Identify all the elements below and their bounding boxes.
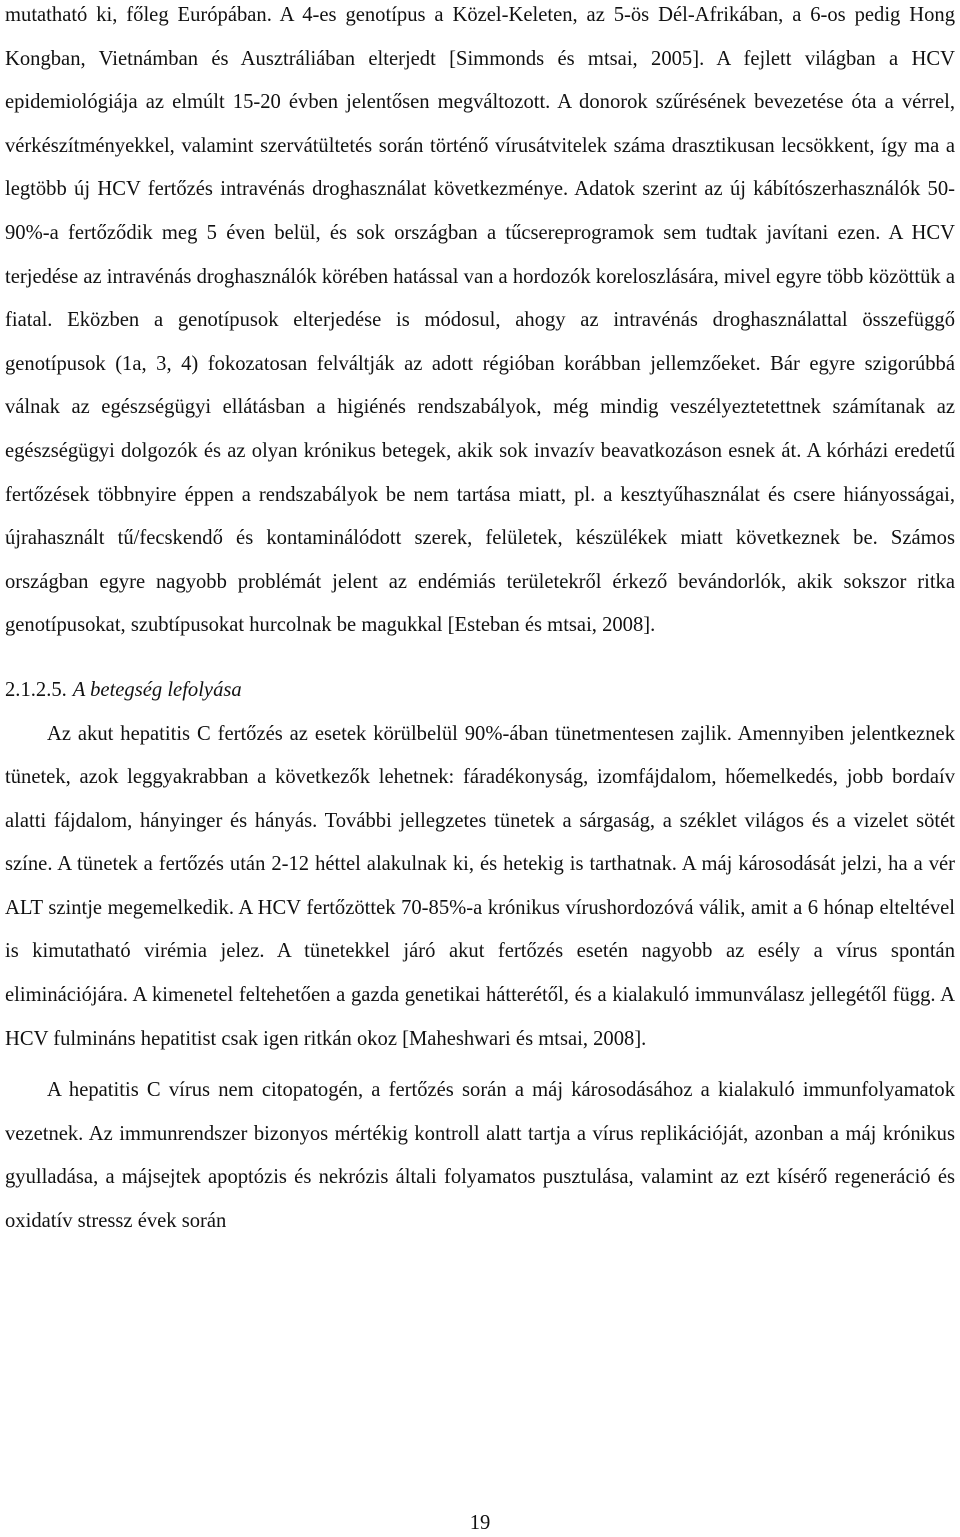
section-heading [5,669,955,713]
body-paragraph-disease-course: Az akut hepatitis C fertőzés az esetek körülbelül 90%-ában tünetmentesen zajlik. Amennyiben jelentkeznek tünetek, azok leggyakrabban a következők lehetnek: fáradékonyság, izomfájdalom, hőemelkedés, jobb bordaív alatti fájdalom, hányinger és hányás. További jellegzetes tünetek a sárgaság, a széklet világos és a vizelet sötét színe. A tünetek a fertőzés után 2-12 héttel alakulnak ki, és hetekig is tarthatnak. A máj károsodását jelzi, ha a vér ALT szintje megemelkedik. A HCV fertőzöttek 70-85%-a krónikus vírushordozóvá válik, amit a 6 hónap elteltével is kimutatható virémia jelez. A tünetekkel járó akut fertőzés esetén nagyobb az esély a vírus spontán eliminációjára. A kimenetel feltehetően a gazda genetikai hátterétől, és a kialakuló immunválasz jellegétől függ. A HCV fulmináns hepatitist csak igen ritkán okoz [Maheshwari és mtsai, 2008]. [5,722,955,1050]
section-title: A betegség lefolyása [72,678,242,701]
document-page [5,0,955,1244]
section-number: 2.1.2.5. [5,678,67,701]
page-number: 19 [469,1512,491,1534]
body-paragraph-pathogenesis: A hepatitis C vírus nem citopatogén, a fertőzés során a máj károsodásához a kialakuló immunfolyamatok vezetnek. Az immunrendszer bizonyos mértékig kontroll alatt tartja a vírus replikációját, azonban a máj krónikus gyulladása, a májsejtek apoptózis és nekrózis általi folyamatos pusztulása, valamint az ezt kísérő regeneráció és oxidatív stressz évek során [5,1079,955,1233]
body-paragraph-epidemiology: mutatható ki, főleg Európában. A 4-es genotípus a Közel-Keleten, az 5-ös Dél-Afrikában, a 6-os pedig Hong Kongban, Vietnámban és Ausztráliában elterjedt [Simmonds és mtsai, 2005]. A fejlett világban a HCV epidemiológiája az elmúlt 15-20 évben jelentősen megváltozott. A donorok szűrésének bevezetése óta a vérrel, vérkészítményekkel, valamint szervátültetés során történő vírusátvitelek száma drasztikusan lecsökkent, így ma a legtöbb új HCV fertőzés intravénás droghasználat következménye. Adatok szerint az új kábítószerhasználók 50-90%-a fertőződik meg 5 éven belül, és sok országban a tűcsereprogramok sem tudtak javítani ezen. A HCV terjedése az intravénás droghasználók körében hatással van a hordozók koreloszlására, mivel egyre több közöttük a fiatal. Eközben a genotípusok elterjedése is módosul, ahogy az intravénás droghasználattal összefüggő genotípusok (1a, 3, 4) fokozatosan felváltják az adott régióban korábban jellemzőeket. Bár egyre szigorúbbá válnak az egészségügyi ellátásban a higiénés rendszabályok, még mindig veszélyeztetettnek számítanak az egészségügyi dolgozók és az olyan krónikus betegek, akik sok invazív beavatkozáson esnek át. A kórházi eredetű fertőzések többnyire éppen a rendszabályok be nem tartása miatt, pl. a kesztyűhasználat és csere hiányosságai, újrahasznált tű/fecskendő és kontaminálódott szerek, felületek, készülékek miatt következnek be. Számos országban egyre nagyobb problémát jelent az endémiás területekről érkező bevándorlók, akik sokszor ritka genotípusokat, szubtípusokat hurcolnak be magukkal [Esteban és mtsai, 2008]. [5,4,955,637]
